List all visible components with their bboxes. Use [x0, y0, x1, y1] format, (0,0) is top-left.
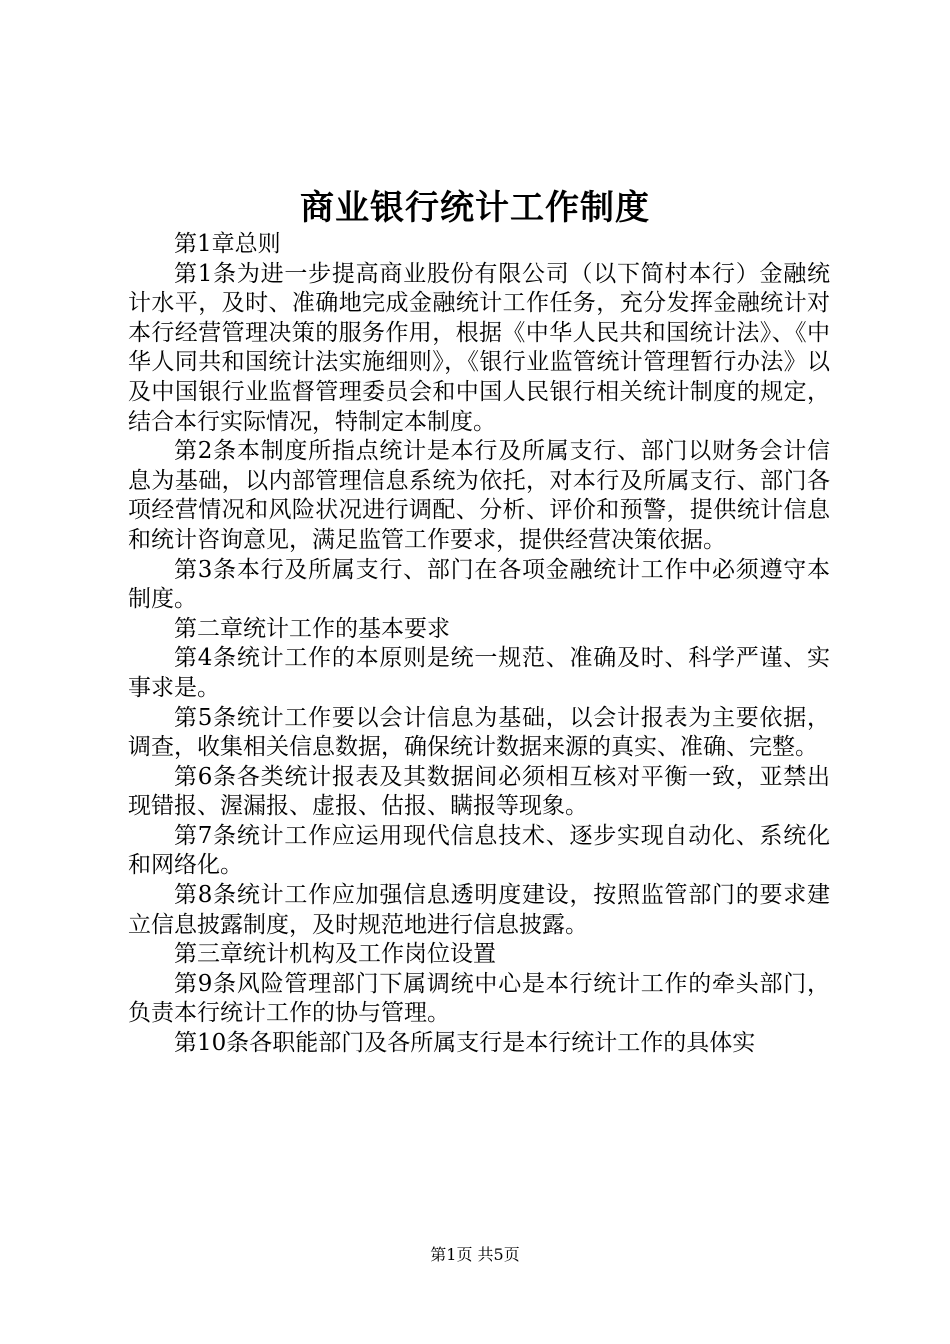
article-paragraph: 第5条统计工作要以会计信息为基础，以会计报表为主要依据，调查，收集相关信息数据，确保统计数据来源的真实、准确、完整。: [128, 704, 830, 761]
chapter-heading: 第三章统计机构及工作岗位设置: [174, 941, 496, 968]
article-paragraph: 第7条统计工作应运用现代信息技术、逐步实现自动化、系统化和网络化。: [128, 822, 830, 879]
article-paragraph: 第1条为进一步提高商业股份有限公司（以下简村本行）金融统计水平，及时、准确地完成金融统计工作任务，充分发挥金融统计对本行经营管理决策的服务作用，根据《中华人民共和国统计法》、《中华人同共和国统计法实施细则》，《银行业监管统计管理暂行办法》以及中国银行业监督管理委员会和中国人民银行相关统计制度的规定，结合本行实际情况，特制定本制度。: [128, 260, 830, 435]
document-body: [128, 230, 830, 1059]
article-paragraph: 第8条统计工作应加强信息透明度建设，按照监管部门的要求建立信息披露制度，及时规范地进行信息披露。: [128, 882, 830, 938]
article-paragraph: 第6条各类统计报表及其数据间必须相互核对平衡一致，亚禁出现错报、渥漏报、虚报、估报、瞒报等现象。: [128, 763, 830, 820]
article-paragraph: 第4条统计工作的本原则是统一规范、准确及时、科学严谨、实事求是。: [128, 645, 830, 701]
document-title: 商业银行统计工作制度: [300, 188, 650, 228]
chapter-heading: 第1章总则: [174, 231, 281, 257]
article-paragraph: 第3条本行及所属支行、部门在各项金融统计工作中必须遵守本制度。: [128, 556, 830, 613]
article-paragraph: 第10条各职能部门及各所属支行是本行统计工作的具体实: [174, 1030, 756, 1057]
article-paragraph: 第2条本制度所指点统计是本行及所属支行、部门以财务会计信息为基础，以内部管理信息系统为依托，对本行及所属支行、部门各项经营情况和风险状况进行调配、分析、评价和预警，提供统计信息和统计咨询意见，满足监管工作要求，提供经营决策依据。: [128, 438, 830, 553]
page-footer: 第1页 共5页: [430, 1245, 520, 1264]
chapter-heading: 第二章统计工作的基本要求: [174, 615, 450, 642]
article-paragraph: 第9条风险管理部门下属调统中心是本行统计工作的牵头部门，负责本行统计工作的协与管理。: [128, 970, 830, 1027]
